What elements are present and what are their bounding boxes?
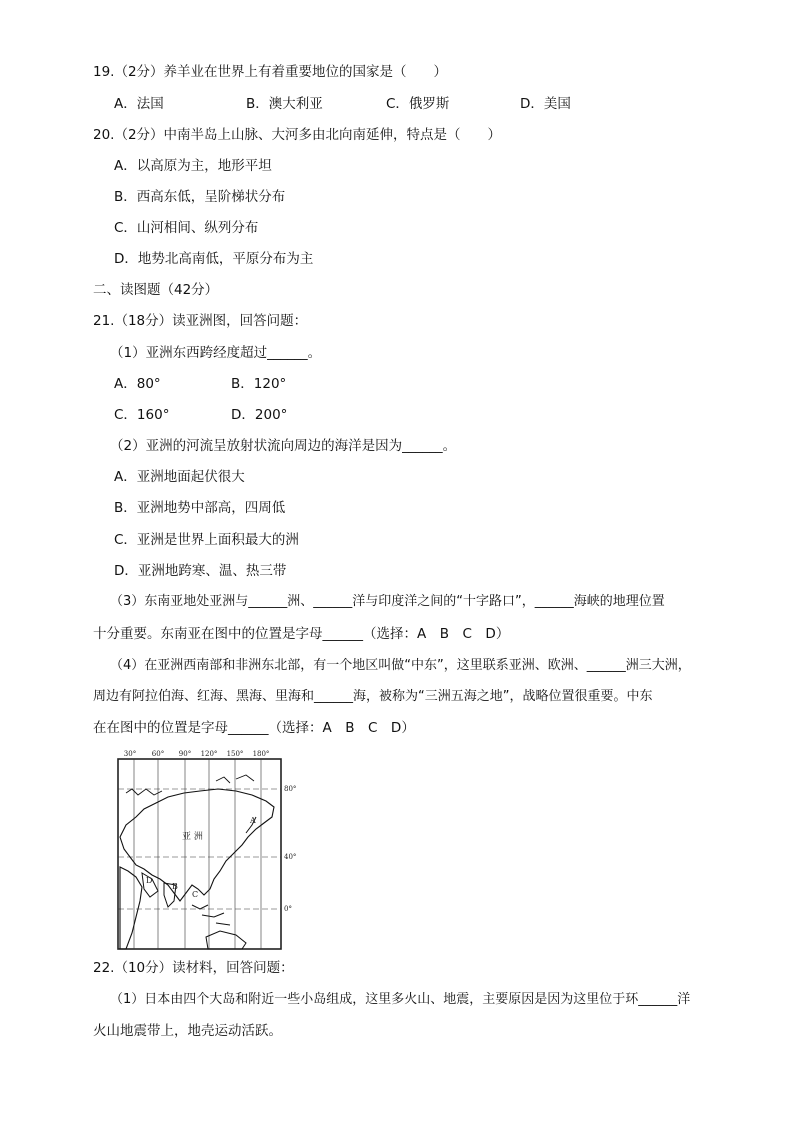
q21-p2-option-c[interactable]: C．亚洲是世界上面积最大的洲 [114,532,299,548]
section-heading: 二、读图题（42分） [93,282,219,298]
map-frame [118,759,281,949]
q21-p2-option-a[interactable]: A．亚洲地面起伏很大 [114,469,245,485]
q21-p2-option-d[interactable]: D．亚洲地跨寒、温、热三带 [114,563,287,579]
q19-options [0,94,794,114]
q21-part1: （1）亚洲东西跨经度超过______。 [110,345,322,361]
q20-option-d[interactable]: D．地势北高南低，平原分布为主 [114,251,314,267]
q19-option-c[interactable]: C．俄罗斯 [386,96,450,112]
q21-part3-line1: （3）东南亚地处亚洲与______洲、______洋与印度洋之间的“十字路口”，______海峡的地理位置 [110,594,665,609]
q19-option-d[interactable]: D．美国 [520,96,571,112]
q22-part1-line2: 火山地震带上，地壳运动活跃。 [93,1023,282,1039]
map-lon-label-90: 90° [178,750,192,758]
q21-part1-options-row2 [0,405,794,425]
map-lon-label-30: 30° [123,750,137,758]
map-letter-a: A [250,816,256,825]
map-lon-label-120: 120° [200,750,218,758]
q21-part4-line2: 周边有阿拉伯海、红海、黑海、里海和______海，被称为“三洲五海之地”，战略位置很重要。中东 [93,689,653,704]
map-letter-c: C [192,890,199,899]
map-lon-label-60: 60° [151,750,165,758]
map-letter-b: B [172,882,178,891]
q21-part4-line3: 在在图中的位置是字母______（选择：A B C D） [93,720,415,736]
q21-part4-line1: （4）在亚洲西南部和非洲东北部，有一个地区叫做“中东”，这里联系亚洲、欧洲、______洲三大洲， [110,658,691,673]
q21-p2-option-b[interactable]: B．亚洲地势中部高，四周低 [114,500,286,516]
q21-p1-option-d[interactable]: D．200° [231,407,288,423]
q21-p1-option-c[interactable]: C．160° [114,407,170,423]
q19-stem: 19.（2分）养羊业在世界上有着重要地位的国家是（ ） [93,64,448,80]
q22-stem: 22.（10分）读材料，回答问题： [93,960,294,976]
asia-map [96,745,296,955]
q22-part1-line1: （1）日本由四个大岛和附近一些小岛组成，这里多火山、地震，主要原因是因为这里位于环______洋 [110,992,691,1007]
q19-option-a[interactable]: A．法国 [114,96,164,112]
q21-p1-option-b[interactable]: B．120° [231,376,287,392]
q21-part3-line2: 十分重要。东南亚在图中的位置是字母______（选择：A B C D） [93,626,510,642]
map-lat-label-0: 0° [284,905,292,913]
map-center-label: 亚 洲 [182,832,203,842]
map-letter-d: D [146,876,153,885]
q21-part2: （2）亚洲的河流呈放射状流向周边的海洋是因为______。 [110,438,457,454]
q20-option-b[interactable]: B．西高东低，呈阶梯状分布 [114,189,286,205]
q21-part1-options-row1 [0,374,794,394]
map-lon-label-180: 180° [252,750,270,758]
q20-stem: 20.（2分）中南半岛上山脉、大河多由北向南延伸，特点是（ ） [93,127,502,143]
map-lat-label-80: 80° [284,785,296,793]
q21-p1-option-a[interactable]: A．80° [114,376,161,392]
q20-option-c[interactable]: C．山河相间、纵列分布 [114,220,259,236]
map-lat-label-40: 40° [284,853,296,861]
q20-option-a[interactable]: A．以高原为主，地形平坦 [114,158,272,174]
q19-option-b[interactable]: B．澳大利亚 [246,96,323,112]
map-lon-label-150: 150° [226,750,244,758]
q21-stem: 21.（18分）读亚洲图，回答问题： [93,313,308,329]
